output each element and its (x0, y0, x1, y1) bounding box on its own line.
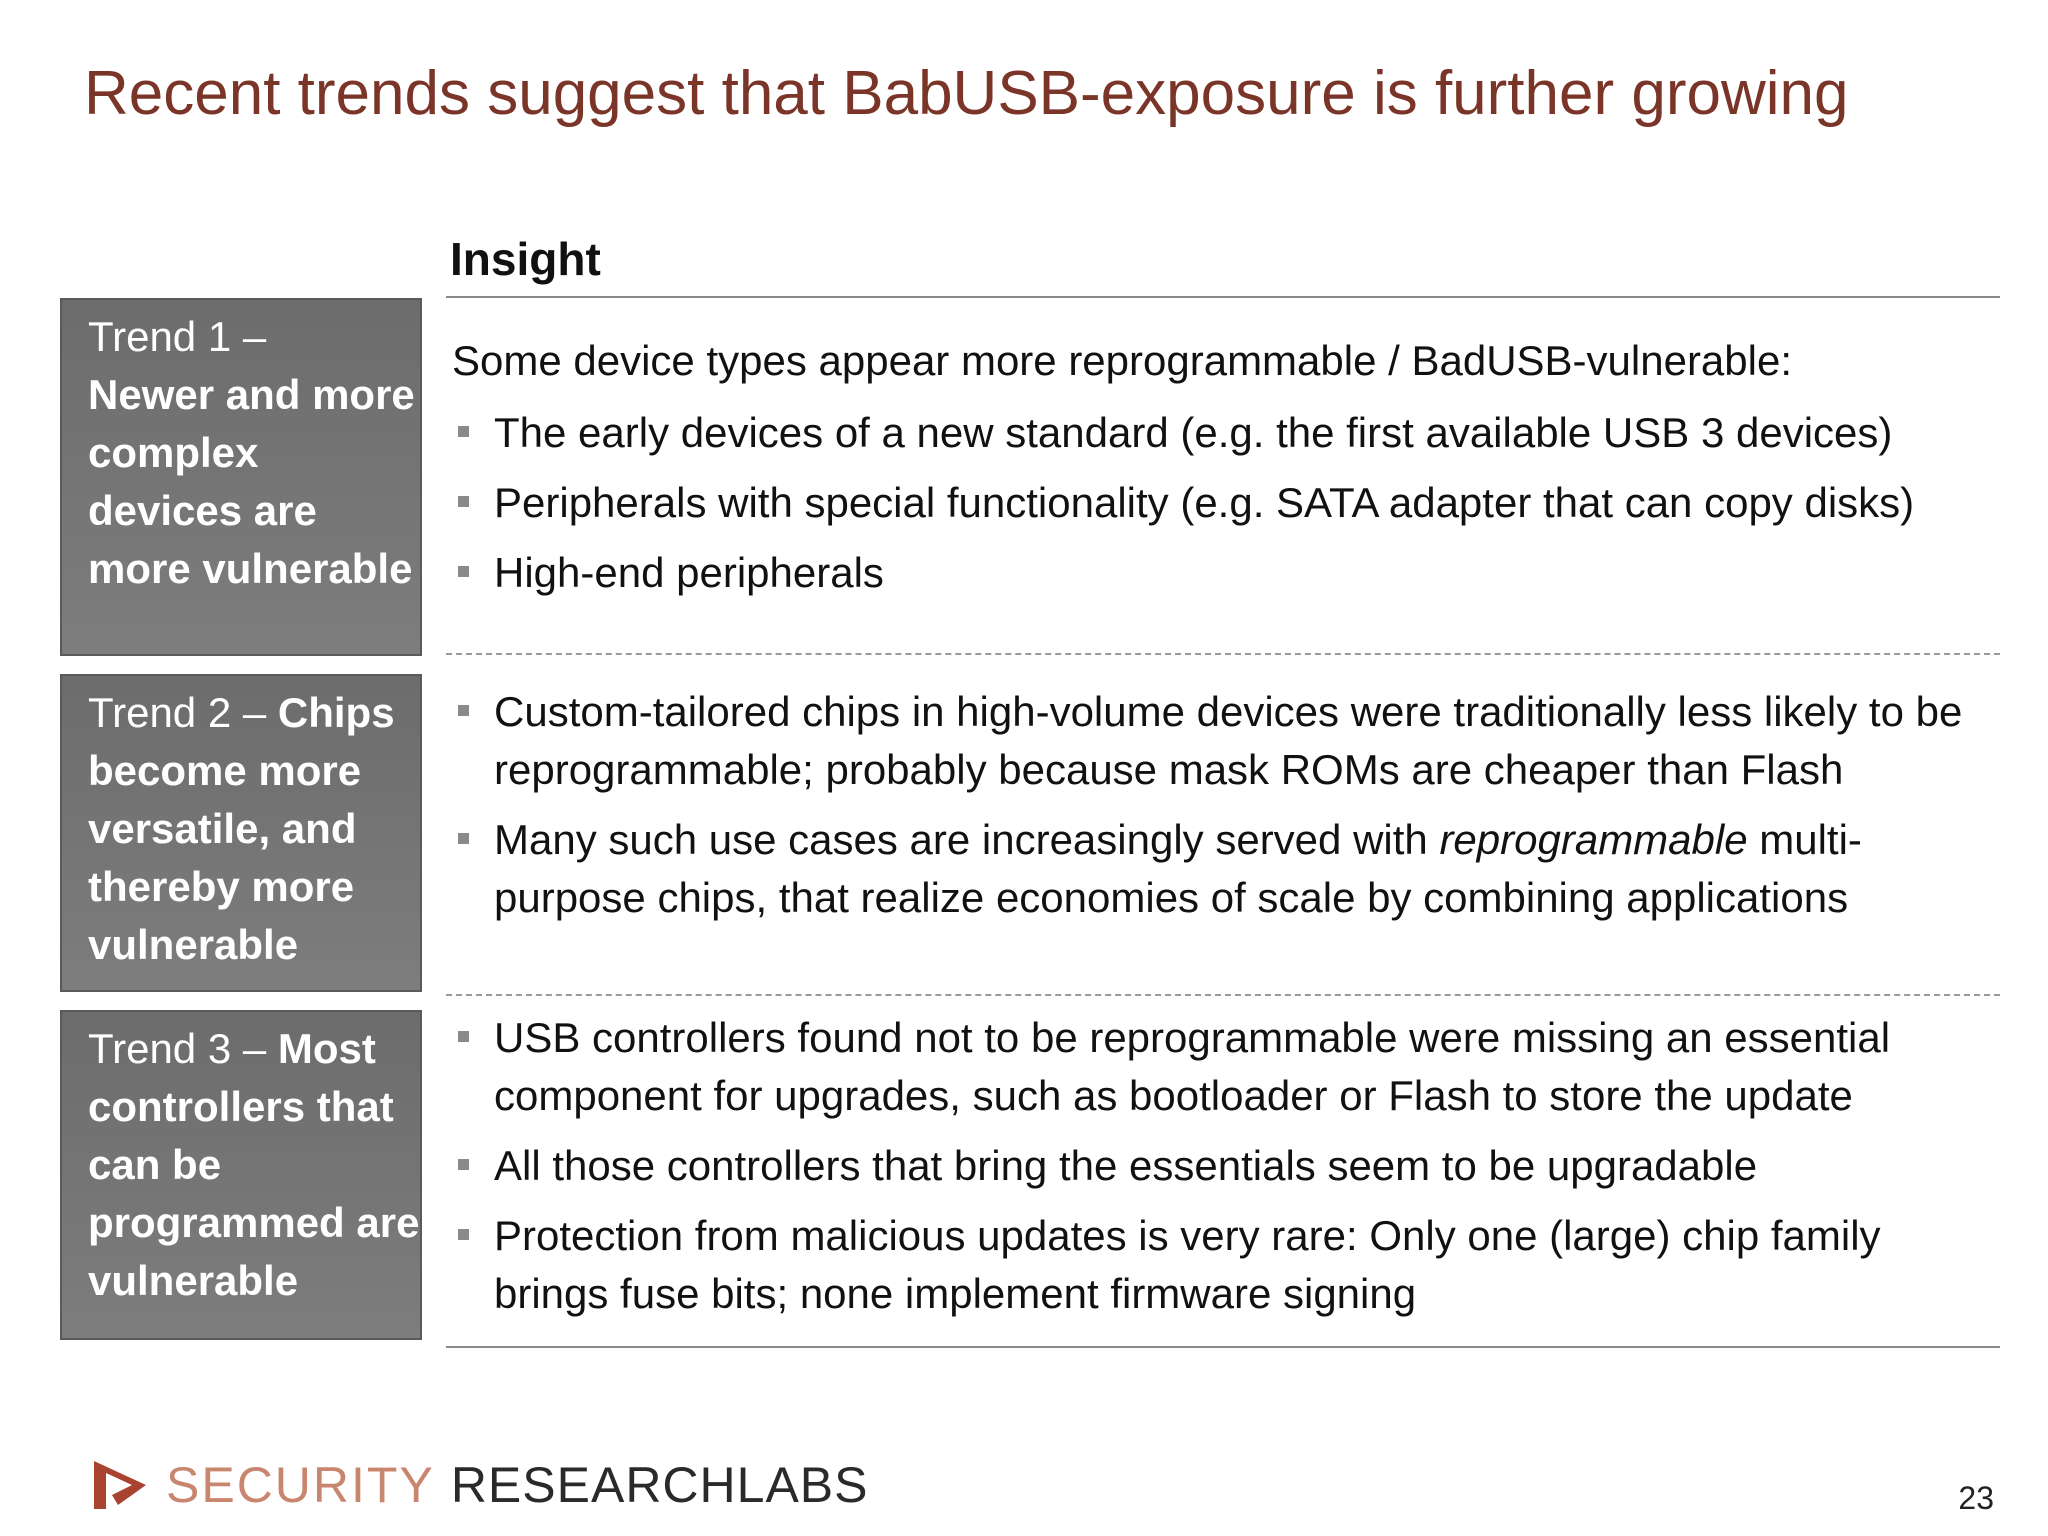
insight-1-bullet-3: High-end peripherals (494, 549, 884, 596)
page-number: 23 (1958, 1480, 1994, 1516)
trend-3-box (60, 1010, 422, 1340)
row-divider-1 (446, 653, 2000, 655)
footer-divider (446, 1346, 2000, 1348)
trend-1-text: Newer and more complex devices are more vulnerable (88, 371, 415, 592)
list-item (452, 683, 2002, 799)
trend-2-box (60, 674, 422, 992)
insight-1-bullet-2: Peripherals with special functionality (e.g. SATA adapter that can copy disks) (494, 479, 1915, 526)
bullet-square-icon (458, 566, 469, 577)
insight-3-bullet-2: All those controllers that bring the essentials seem to be upgradable (494, 1142, 1758, 1189)
list-item (452, 811, 2002, 927)
logo-research-labs-text: RESEARCHLABS (450, 1457, 869, 1513)
header-divider (446, 296, 2000, 298)
insight-1 (452, 332, 2002, 614)
bullet-square-icon (458, 833, 469, 844)
bullet-square-icon (458, 1229, 469, 1240)
list-item (452, 1009, 2002, 1125)
trend-2-lead: Trend 2 – (88, 689, 267, 736)
bullet-square-icon (458, 705, 469, 716)
trend-3-text: Most controllers that can be programmed are vulnerable (88, 1025, 420, 1304)
bullet-square-icon (458, 1159, 469, 1170)
list-item (452, 1207, 2002, 1323)
insight-3 (452, 1009, 2002, 1335)
list-item (452, 544, 2002, 602)
logo-mark-icon (88, 1455, 150, 1515)
insight-3-bullet-3: Protection from malicious updates is very rare: Only one (large) chip family brings fuse bits; none implement firmware signing (494, 1212, 1881, 1317)
list-item (452, 1137, 2002, 1195)
insight-3-bullet-1: USB controllers found not to be reprogrammable were missing an essential component for upgrades, such as bootloader or Flash to store the update (494, 1014, 1891, 1119)
row-divider-2 (446, 994, 2000, 996)
list-item (452, 404, 2002, 462)
insight-column-header: Insight (450, 233, 601, 285)
list-item (452, 474, 2002, 532)
bullet-square-icon (458, 426, 469, 437)
bullet-square-icon (458, 1031, 469, 1042)
insight-2-bullet-2-before: Many such use cases are increasingly served with (494, 816, 1440, 863)
insight-2-bullet-2-emphasis: reprogrammable (1439, 816, 1748, 863)
logo-security-text: SECURITY (166, 1457, 435, 1513)
company-logo (88, 1455, 869, 1515)
bullet-square-icon (458, 496, 469, 507)
trend-3-lead: Trend 3 – (88, 1025, 267, 1072)
insight-2-bullet-2-after: multi-purpose chips, that realize economies of scale by combining applications (494, 816, 1862, 921)
insight-2-bullet-1: Custom-tailored chips in high-volume devices were traditionally less likely to be reprogrammable; probably because mask ROMs are cheaper than Flash (494, 688, 1963, 793)
trend-2-text: Chips become more versatile, and thereby more vulnerable (88, 689, 395, 968)
insight-1-intro: Some device types appear more reprogrammable / BadUSB-vulnerable: (452, 337, 1793, 384)
trend-1-lead: Trend 1 – (88, 313, 267, 360)
trend-1-box (60, 298, 422, 656)
insight-2 (452, 683, 2002, 939)
slide-title: Recent trends suggest that BabUSB-exposure is further growing (84, 59, 1849, 128)
insight-1-bullet-1: The early devices of a new standard (e.g. the first available USB 3 devices) (494, 409, 1893, 456)
